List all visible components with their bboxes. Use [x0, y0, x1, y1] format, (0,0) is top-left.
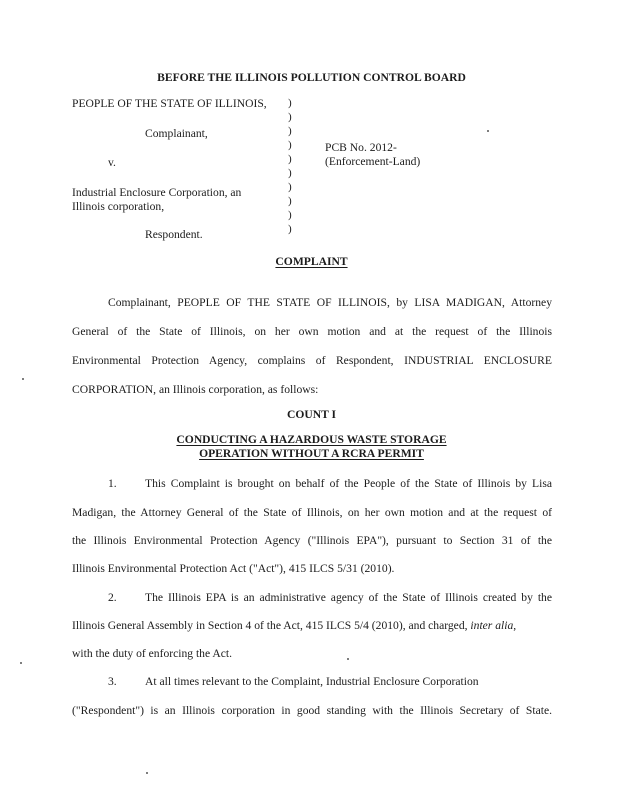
caption-paren: )	[288, 181, 292, 193]
caption-paren: )	[288, 209, 292, 221]
count-title-line-1-wrap	[0, 434, 623, 446]
count-title-line-2-wrap	[0, 448, 623, 460]
paragraph-italic-text: inter alia	[470, 619, 514, 632]
scan-speck	[20, 662, 22, 664]
case-type: (Enforcement-Land)	[325, 155, 421, 168]
caption-paren: )	[288, 153, 292, 165]
paragraph-number: 1.	[108, 477, 117, 490]
intro-line: Environmental Protection Agency, complains of Respondent, INDUSTRIAL ENCLOSURE	[72, 354, 552, 367]
paragraph-line: with the duty of enforcing the Act.	[72, 647, 233, 660]
scan-speck	[146, 772, 148, 774]
defendant-line-1: Industrial Enclosure Corporation, an	[72, 186, 242, 199]
plaintiff-name: PEOPLE OF THE STATE OF ILLINOIS,	[72, 97, 267, 110]
paragraph-number: 2.	[108, 591, 117, 604]
caption-paren: )	[288, 139, 292, 151]
intro-line: General of the State of Illinois, on her own motion and at the request of the Illinois	[72, 325, 552, 338]
paragraph-line: This Complaint is brought on behalf of the People of the State of Illinois by Lisa	[145, 477, 552, 490]
intro-line: CORPORATION, an Illinois corporation, as follows:	[72, 383, 319, 396]
complaint-heading-wrap	[0, 256, 623, 268]
complaint-heading: COMPLAINT	[275, 255, 348, 268]
paragraph-line: The Illinois EPA is an administrative agency of the State of Illinois created by the	[145, 591, 552, 604]
respondent-label: Respondent.	[145, 228, 203, 241]
count-title-line-1: CONDUCTING A HAZARDOUS WASTE STORAGE	[176, 433, 447, 446]
paragraph-line-mixed	[72, 620, 516, 632]
scan-speck	[487, 130, 489, 132]
case-number: PCB No. 2012-	[325, 141, 397, 154]
caption-paren: )	[288, 223, 292, 235]
paragraph-text: ,	[513, 619, 517, 632]
paragraph-number: 3.	[108, 675, 117, 688]
scan-speck	[22, 378, 24, 380]
caption-paren: )	[288, 125, 292, 137]
count-label: COUNT I	[286, 408, 337, 421]
caption-paren: )	[288, 111, 292, 123]
paragraph-text: Illinois General Assembly in Section 4 of the Act, 415 ILCS 5/4 (2010), and charged,	[72, 619, 471, 632]
caption-paren: )	[288, 97, 292, 109]
caption-paren: )	[288, 195, 292, 207]
paragraph-line: ("Respondent") is an Illinois corporation in good standing with the Illinois Secretary of State.	[72, 704, 552, 717]
caption-paren: )	[288, 167, 292, 179]
paragraph-line: Madigan, the Attorney General of the State of Illinois, on her own motion and at the request of	[72, 506, 552, 519]
board-title: BEFORE THE ILLINOIS POLLUTION CONTROL BOARD	[157, 71, 466, 84]
paragraph-line: Illinois Environmental Protection Act ("Act"), 415 ILCS 5/31 (2010).	[72, 562, 395, 575]
scan-speck	[347, 658, 349, 660]
paragraph-line: the Illinois Environmental Protection Agency ("Illinois EPA"), pursuant to Section 31 of the	[72, 534, 552, 547]
defendant-line-2: Illinois corporation,	[72, 200, 165, 213]
count-title-line-2: OPERATION WITHOUT A RCRA PERMIT	[199, 447, 424, 460]
versus-label: v.	[108, 156, 116, 169]
intro-line: Complainant, PEOPLE OF THE STATE OF ILLINOIS, by LISA MADIGAN, Attorney	[108, 296, 552, 309]
complainant-label: Complainant,	[145, 127, 208, 140]
paragraph-line: At all times relevant to the Complaint, Industrial Enclosure Corporation	[145, 675, 479, 688]
